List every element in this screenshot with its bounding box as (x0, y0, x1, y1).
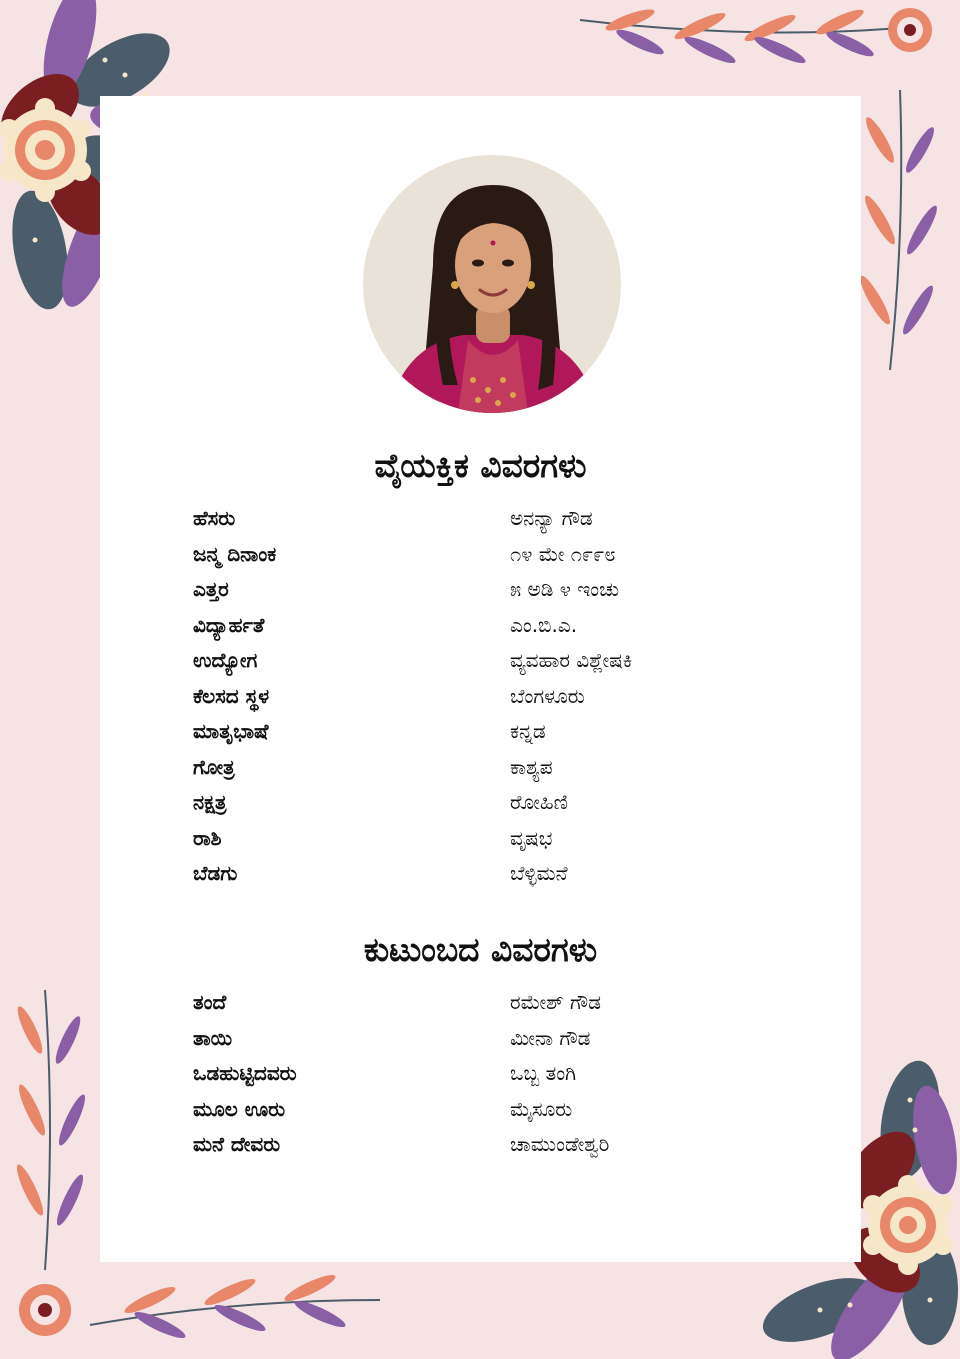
detail-label: ನಕ್ಷತ್ರ (193, 790, 227, 814)
detail-row (193, 613, 753, 649)
detail-value: ಬೆಂಗಳೂರು (510, 683, 585, 708)
detail-row (193, 755, 753, 791)
detail-label: ತಂದೆ (193, 990, 227, 1014)
detail-row (193, 577, 753, 613)
detail-label: ಮೂಲ ಊರು (193, 1096, 286, 1121)
detail-row (193, 861, 753, 897)
detail-value: ಎಂ.ಬಿ.ಎ. (510, 612, 578, 637)
family-details-list (193, 990, 753, 1168)
detail-label: ಕೆಲಸದ ಸ್ಥಳ (193, 683, 270, 708)
detail-value: ಒಬ್ಬ ತಂಗಿ (510, 1061, 577, 1085)
biodata-card (100, 96, 861, 1262)
detail-label: ತಾಯಿ (193, 1025, 233, 1050)
detail-value: ಕನ್ನಡ (510, 719, 546, 743)
detail-value: ಮೈಸೂರು (510, 1096, 573, 1121)
detail-value: ೫ ಅಡಿ ೪ ಇಂಚು (510, 577, 620, 601)
personal-details-list (193, 506, 753, 897)
detail-label: ಜನ್ಮ ದಿನಾಂಕ (193, 541, 277, 566)
detail-row (193, 990, 753, 1026)
detail-value: ವ್ಯವಹಾರ ವಿಶ್ಲೇಷಕಿ (510, 648, 633, 672)
detail-label: ವಿದ್ಯಾರ್ಹತೆ (193, 612, 265, 637)
detail-label: ಮಾತೃಭಾಷೆ (193, 719, 269, 743)
detail-value: ಮೀನಾ ಗೌಡ (510, 1025, 591, 1050)
detail-label: ಗೋತ್ರ (193, 754, 235, 779)
detail-label: ಒಡಹುಟ್ಟಿದವರು (193, 1061, 297, 1085)
detail-row (193, 1061, 753, 1097)
detail-row (193, 1026, 753, 1062)
detail-row (193, 648, 753, 684)
detail-value: ೧೪ ಮೇ ೧೯೯೮ (510, 541, 616, 566)
detail-label: ಬೆಡಗು (193, 861, 238, 885)
detail-value: ಚಾಮುಂಡೇಶ್ವರಿ (510, 1132, 610, 1156)
family-details-title: ಕುಟುಂಬದ ವಿವರಗಳು (363, 930, 598, 969)
detail-label: ಎತ್ತರ (193, 577, 229, 601)
detail-value: ರಮೇಶ್ ಗೌಡ (510, 990, 601, 1014)
detail-row (193, 826, 753, 862)
detail-value: ಅನನ್ಯಾ ಗೌಡ (510, 506, 593, 530)
detail-value: ಬೆಳ್ಳಿಮನೆ (510, 861, 568, 885)
detail-value: ರೋಹಿಣಿ (510, 790, 568, 814)
detail-row (193, 719, 753, 755)
detail-value: ಕಾಶ್ಯಪ (510, 754, 553, 779)
detail-label: ರಾಶಿ (193, 825, 222, 850)
detail-row (193, 684, 753, 720)
personal-details-title: ವೈಯಕ್ತಿಕ ವಿವರಗಳು (374, 446, 587, 485)
profile-photo (363, 155, 621, 413)
detail-label: ಉದ್ಯೋಗ (193, 648, 258, 672)
detail-row (193, 506, 753, 542)
detail-label: ಮನೆ ದೇವರು (193, 1132, 281, 1156)
detail-row (193, 1132, 753, 1168)
profile-photo-illustration (363, 155, 621, 413)
detail-row (193, 542, 753, 578)
detail-row (193, 1097, 753, 1133)
detail-label: ಹೆಸರು (193, 506, 236, 530)
detail-row (193, 790, 753, 826)
detail-value: ವೃಷಭ (510, 825, 553, 850)
